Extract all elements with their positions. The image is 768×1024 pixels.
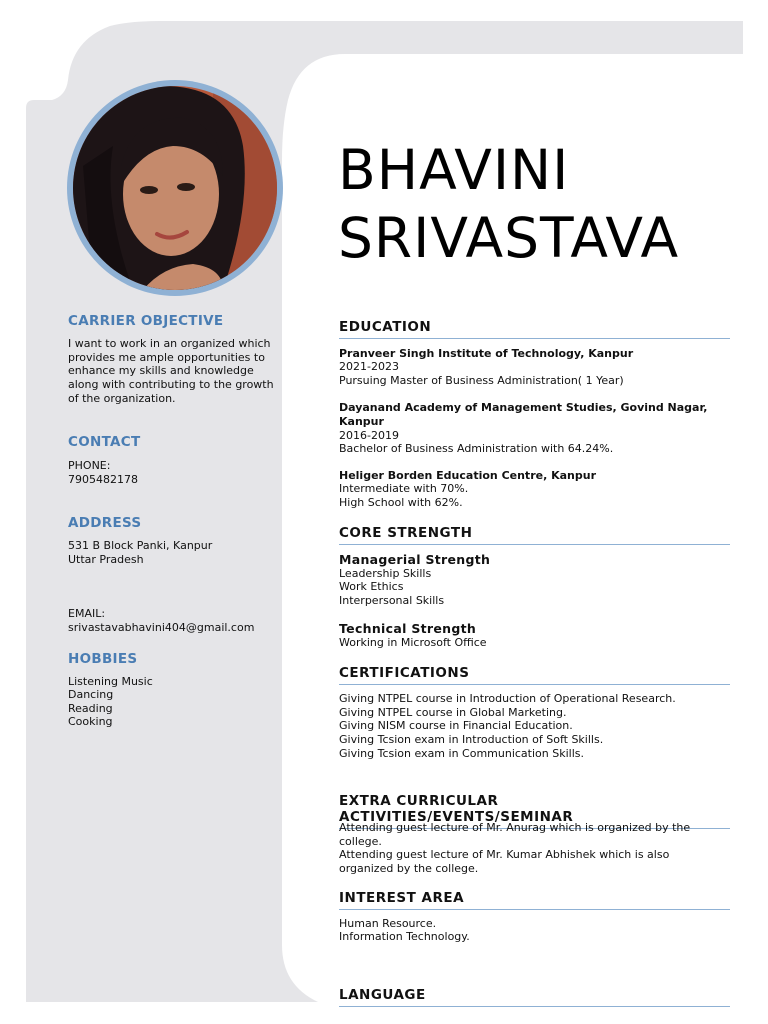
address-line-2: Uttar Pradesh bbox=[68, 553, 144, 566]
interest-item: Information Technology. bbox=[339, 930, 470, 943]
hobby-item: Reading bbox=[68, 702, 113, 715]
certifications-heading: CERTIFICATIONS bbox=[339, 665, 730, 685]
interest-item: Human Resource. bbox=[339, 917, 437, 930]
education-detail: Bachelor of Business Administration with 64.24%. bbox=[339, 442, 614, 455]
core-strength-heading: CORE STRENGTH bbox=[339, 525, 730, 545]
certification-item: Giving Tcsion exam in Communication Skills. bbox=[339, 747, 584, 760]
strength-item: Work Ethics bbox=[339, 580, 404, 593]
strength-item: Working in Microsoft Office bbox=[339, 636, 487, 649]
strength-item: Interpersonal Skills bbox=[339, 594, 445, 607]
profile-photo bbox=[73, 86, 277, 290]
certification-item: Giving NTPEL course in Global Marketing. bbox=[339, 706, 567, 719]
hobby-item: Cooking bbox=[68, 715, 113, 728]
phone-label: PHONE: bbox=[68, 459, 111, 472]
profile-photo-ring bbox=[67, 80, 283, 296]
managerial-strength-title: Managerial Strength bbox=[339, 552, 491, 567]
email-value: srivastavabhavini404@gmail.com bbox=[68, 621, 255, 634]
objective-heading: CARRIER OBJECTIVE bbox=[68, 313, 224, 329]
address-heading: ADDRESS bbox=[68, 515, 142, 531]
education-years: 2021-2023 bbox=[339, 360, 399, 373]
hobbies-heading: HOBBIES bbox=[68, 651, 138, 667]
certification-item: Giving Tcsion exam in Introduction of Soft Skills. bbox=[339, 733, 604, 746]
certification-item: Giving NISM course in Financial Education. bbox=[339, 719, 573, 732]
email-label: EMAIL: bbox=[68, 607, 106, 620]
contact-heading: CONTACT bbox=[68, 434, 141, 450]
extra-curricular-heading: EXTRA CURRICULAR ACTIVITIES/EVENTS/SEMINAR bbox=[339, 793, 730, 829]
language-heading: LANGUAGE bbox=[339, 987, 730, 1007]
technical-strength-title: Technical Strength bbox=[339, 621, 477, 636]
extra-curricular-text: Attending guest lecture of Mr. Anurag which is organized by the college. Attending guest lecture of Mr. Kumar Abhishek which is also organized by the college. bbox=[339, 821, 691, 876]
phone-value: 7905482178 bbox=[68, 473, 138, 486]
address-line-1: 531 B Block Panki, Kanpur bbox=[68, 539, 213, 552]
education-detail: Pursuing Master of Business Administration( 1 Year) bbox=[339, 374, 624, 387]
education-institution: Dayanand Academy of Management Studies, Govind Nagar, Kanpur bbox=[339, 401, 708, 428]
objective-text: I want to work in an organized which provides me ample opportunities to enhance my skills and knowledge along with contributing to the growth of the organization. bbox=[68, 337, 274, 405]
hobby-item: Dancing bbox=[68, 688, 114, 701]
education-heading: EDUCATION bbox=[339, 319, 730, 339]
certification-item: Giving NTPEL course in Introduction of Operational Research. bbox=[339, 692, 676, 705]
education-institution: Heliger Borden Education Centre, Kanpur bbox=[339, 469, 596, 482]
education-institution: Pranveer Singh Institute of Technology, Kanpur bbox=[339, 347, 634, 360]
hobby-item: Listening Music bbox=[68, 675, 153, 688]
education-detail: High School with 62%. bbox=[339, 496, 463, 509]
interest-area-heading: INTEREST AREA bbox=[339, 890, 730, 910]
full-name bbox=[338, 136, 679, 272]
education-detail: Intermediate with 70%. bbox=[339, 482, 469, 495]
first-name: BHAVINI bbox=[338, 138, 570, 202]
strength-item: Leadership Skills bbox=[339, 567, 432, 580]
last-name: SRIVASTAVA bbox=[338, 206, 680, 270]
education-years: 2016-2019 bbox=[339, 429, 399, 442]
